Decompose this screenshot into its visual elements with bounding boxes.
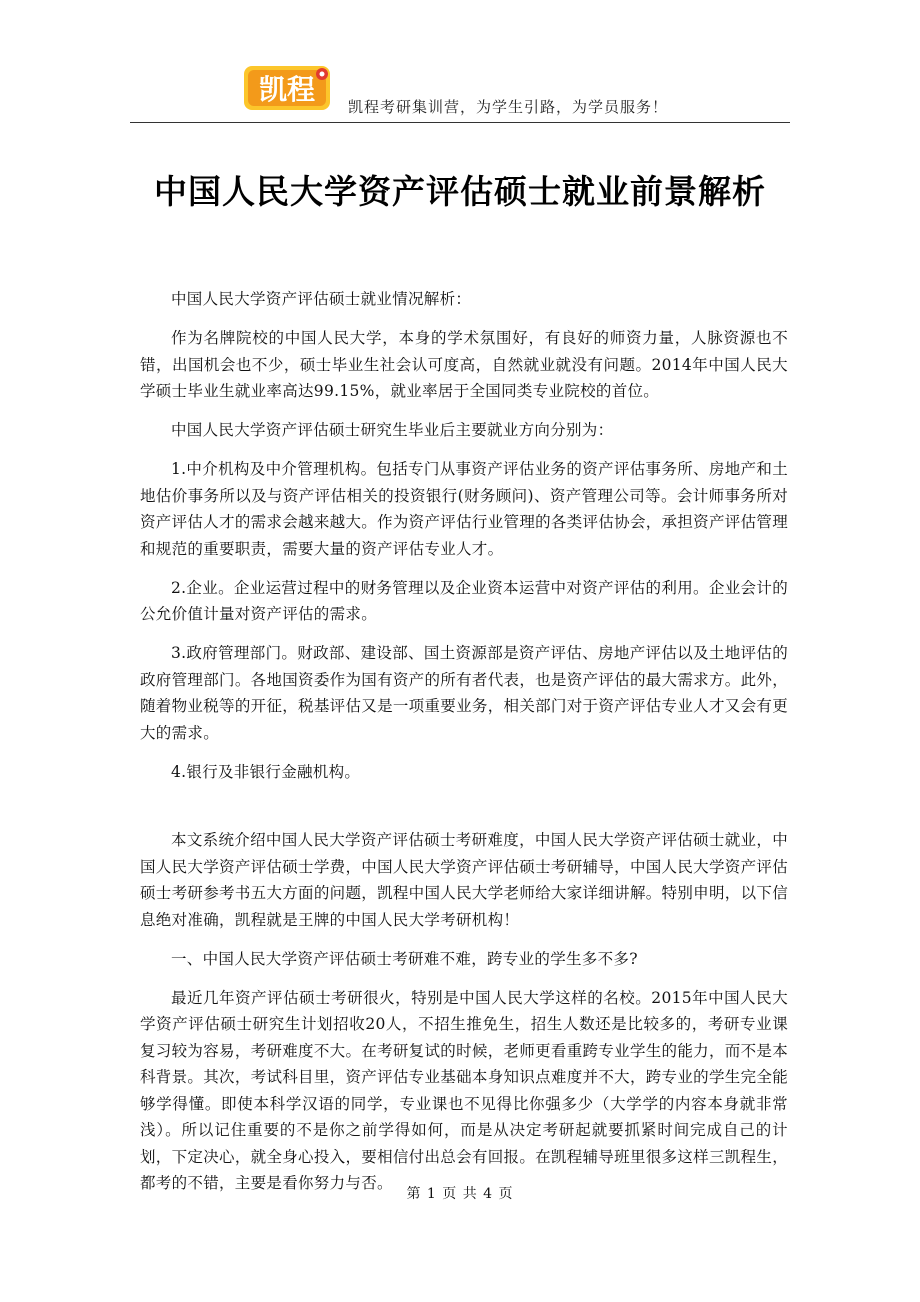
section-heading: 一、中国人民大学资产评估硕士考研难不难，跨专业的学生多不多? bbox=[171, 949, 638, 968]
paragraph: 作为名牌院校的中国人民大学，本身的学术氛围好，有良好的师资力量，人脉资源也不错，出国机会也不少，硕士毕业生社会认可度高，自然就业就没有问题。2014年中国人民大学硕士毕业生就业率高达99.15%，就业率居于全国同类专业院校的首位。 bbox=[140, 329, 788, 400]
header-slogan: 凯程考研集训营，为学生引路，为学员服务！ bbox=[348, 98, 669, 116]
page-header bbox=[130, 60, 790, 124]
paragraph: 4.银行及非银行金融机构。 bbox=[171, 762, 361, 781]
paragraph: 最近几年资产评估硕士考研很火，特别是中国人民大学这样的名校。2015年中国人民大学资产评估硕士研究生计划招收20人，不招生推免生，招生人数还是比较多的，考研专业课复习较为容易，考研难度不大。在考研复试的时候，老师更看重跨专业学生的能力，而不是本科背景。其次，考试科目里，资产评估专业基础本身知识点难度并不大，跨专业的学生完全能够学得懂。即使本科学汉语的同学，专业课也不见得比你强多少（大学学的内容本身就非常浅）。所以记住重要的不是你之前学得如何，而是从决定考研起就要抓紧时间完成自己的计划，下定决心，就全身心投入，要相信付出总会有回报。在凯程辅导班里很多这样三凯程生，都考的不错，主要是看你努力与否。 bbox=[140, 988, 788, 1192]
header-divider bbox=[130, 122, 790, 123]
paragraph: 1.中介机构及中介管理机构。包括专门从事资产评估业务的资产评估事务所、房地产和土地估价事务所以及与资产评估相关的投资银行(财务顾问)、资产管理公司等。会计师事务所对资产评估人才的需求会越来越大。作为资产评估行业管理的各类评估协会，承担资产评估管理和规范的重要职责，需要大量的资产评估专业人才。 bbox=[140, 460, 788, 558]
kaicheng-logo bbox=[242, 60, 338, 116]
paragraph: 本文系统介绍中国人民大学资产评估硕士考研难度，中国人民大学资产评估硕士就业，中国人民大学资产评估硕士学费，中国人民大学资产评估硕士考研辅导，中国人民大学资产评估硕士考研参考书五大方面的问题，凯程中国人民大学老师给大家详细讲解。特别申明，以下信息绝对准确，凯程就是王牌的中国人民大学考研机构！ bbox=[140, 831, 788, 929]
page-footer: 第 1 页 共 4 页 bbox=[406, 1186, 514, 1202]
paragraph: 中国人民大学资产评估硕士研究生毕业后主要就业方向分别为： bbox=[171, 421, 614, 439]
paragraph: 2.企业。企业运营过程中的财务管理以及企业资本运营中对资产评估的利用。企业会计的公允价值计量对资产评估的需求。 bbox=[140, 578, 788, 623]
paragraph: 中国人民大学资产评估硕士就业情况解析： bbox=[171, 290, 472, 308]
logo-text: 凯程 bbox=[258, 73, 316, 106]
paragraph: 3.政府管理部门。财政部、建设部、国土资源部是资产评估、房地产评估以及土地评估的政府管理部门。各地国资委作为国有资产的所有者代表，也是资产评估的最大需求方。此外，随着物业税等的开征，税基评估又是一项重要业务，相关部门对于资产评估专业人才又会有更大的需求。 bbox=[140, 644, 788, 742]
document-body bbox=[140, 286, 788, 1197]
document-title: 中国人民大学资产评估硕士就业前景解析 bbox=[154, 172, 766, 211]
